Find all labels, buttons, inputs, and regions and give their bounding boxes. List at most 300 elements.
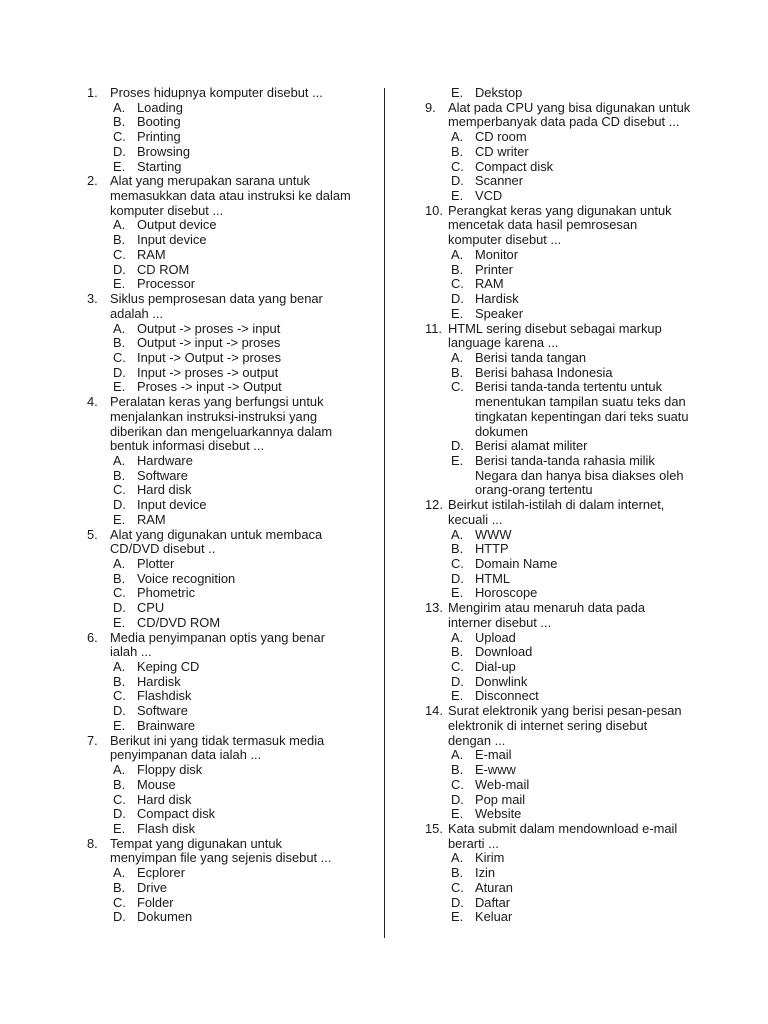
option-text: CD ROM [137, 261, 190, 277]
option-text: WWW [475, 526, 512, 542]
option-letter: A. [451, 850, 464, 866]
answer-option [87, 277, 377, 292]
answer-option [87, 793, 377, 808]
option-text: Hard disk [137, 482, 192, 498]
question-number: 13. [425, 600, 443, 616]
option-letter: C. [113, 585, 126, 601]
option-line [425, 130, 725, 145]
question-text: menjalankan instruksi-instruksi yang [110, 408, 318, 424]
question-text: berarti ... [448, 835, 499, 851]
answer-option [425, 866, 725, 881]
option-text: Dokumen [137, 909, 193, 925]
option-text: Drive [137, 879, 168, 895]
option-line [87, 483, 377, 498]
option-text: Web-mail [475, 776, 530, 792]
option-letter: D. [113, 600, 126, 616]
option-letter: D. [451, 673, 464, 689]
question-text: Mengirim atau menaruh data pada [448, 600, 646, 616]
answer-option [87, 689, 377, 704]
option-letter: D. [113, 909, 126, 925]
option-line [425, 645, 725, 660]
question-item [87, 734, 377, 837]
option-letter: E. [451, 909, 464, 925]
option-text: menentukan tampilan suatu teks dan [475, 394, 686, 410]
question-text: kecuali ... [448, 511, 503, 527]
option-line [87, 469, 377, 484]
option-letter: E. [451, 188, 464, 204]
option-text: E-www [475, 762, 516, 778]
option-letter: E. [451, 305, 464, 321]
question-number: 12. [425, 497, 443, 513]
question-number: 8. [87, 835, 98, 851]
answer-option [425, 645, 725, 660]
option-text: Software [137, 703, 188, 719]
question-item [425, 601, 725, 704]
option-text: orang-orang tertentu [475, 482, 593, 498]
option-letter: E. [113, 379, 126, 395]
answer-option [425, 292, 725, 307]
answer-option [425, 174, 725, 189]
answer-option [425, 380, 725, 439]
option-line [87, 896, 377, 911]
option-letter: B. [113, 232, 126, 248]
question-text: memasukkan data atau instruksi ke dalam [110, 188, 351, 204]
option-line [87, 380, 377, 395]
option-text: Input device [137, 497, 207, 513]
answer-option [87, 866, 377, 881]
option-text: RAM [137, 246, 166, 262]
option-line [425, 248, 725, 263]
option-letter: D. [451, 438, 464, 454]
option-text: HTTP [475, 541, 509, 557]
answer-option [87, 881, 377, 896]
option-text: CPU [137, 600, 165, 616]
option-text: Input -> proses -> output [137, 364, 279, 380]
question-item [87, 528, 377, 631]
option-letter: E. [113, 717, 126, 733]
answer-option [425, 542, 725, 557]
option-letter: A. [451, 246, 464, 262]
option-text: Compact disk [137, 806, 216, 822]
option-letter: C. [451, 158, 464, 174]
answer-option [87, 322, 377, 337]
answer-option [87, 115, 377, 130]
answer-option [87, 557, 377, 572]
option-letter: D. [113, 261, 126, 277]
option-letter: C. [451, 879, 464, 895]
option-line [87, 910, 377, 925]
option-text: Donwlink [475, 673, 528, 689]
answer-option [425, 675, 725, 690]
option-letter: E. [113, 158, 126, 174]
question-text: Berikut ini yang tidak termasuk media [110, 732, 325, 748]
answer-option [87, 145, 377, 160]
answer-option [87, 616, 377, 631]
option-letter: A. [451, 629, 464, 645]
question-text: adalah ... [110, 305, 164, 321]
option-text: Berisi alamat militer [475, 438, 588, 454]
option-line [425, 851, 725, 866]
option-line [87, 866, 377, 881]
answer-option [87, 807, 377, 822]
option-text: Berisi tanda-tanda rahasia milik [475, 452, 655, 468]
option-letter: A. [451, 526, 464, 542]
answer-option [425, 881, 725, 896]
question-number: 10. [425, 202, 443, 218]
answer-option [87, 483, 377, 498]
option-text: Keping CD [137, 659, 200, 675]
option-line [87, 689, 377, 704]
option-line [425, 307, 725, 322]
option-text: Processor [137, 276, 196, 292]
option-letter: D. [113, 364, 126, 380]
option-line [425, 174, 725, 189]
option-letter: B. [113, 335, 126, 351]
option-text: Booting [137, 114, 181, 130]
answer-option [87, 366, 377, 381]
option-letter: C. [451, 659, 464, 675]
answer-option [87, 336, 377, 351]
option-letter: A. [113, 217, 126, 233]
answer-option [425, 351, 725, 366]
option-line [87, 807, 377, 822]
question-text: bentuk informasi disebut ... [110, 438, 265, 454]
option-letter: D. [451, 570, 464, 586]
option-letter: A. [451, 129, 464, 145]
option-text: Horoscope [475, 585, 538, 601]
question-text: ialah ... [110, 644, 152, 660]
option-text: Software [137, 467, 188, 483]
answer-option [87, 263, 377, 278]
question-number: 14. [425, 703, 443, 719]
option-letter: E. [113, 511, 126, 527]
option-line [87, 572, 377, 587]
question-number: 9. [425, 99, 436, 115]
question-line [87, 395, 377, 410]
question-number: 3. [87, 291, 98, 307]
option-text: HTML [475, 570, 511, 586]
answer-option [87, 160, 377, 175]
option-text: Output device [137, 217, 217, 233]
option-line [425, 380, 725, 395]
question-text: komputer disebut ... [110, 202, 224, 218]
question-number: 11. [425, 320, 442, 336]
answer-option [425, 160, 725, 175]
option-letter: B. [451, 644, 464, 660]
option-text: Kirim [475, 850, 505, 866]
question-line [87, 292, 377, 307]
option-letter: C. [451, 276, 464, 292]
option-text: Aturan [475, 879, 513, 895]
option-line [87, 586, 377, 601]
answer-option [425, 130, 725, 145]
question-text: Siklus pemprosesan data yang benar [110, 291, 323, 307]
option-text: Pop mail [475, 791, 526, 807]
option-letter: B. [451, 762, 464, 778]
option-line [87, 145, 377, 160]
option-line [425, 763, 725, 778]
option-letter: D. [113, 497, 126, 513]
answer-option [425, 277, 725, 292]
option-letter: C. [113, 791, 126, 807]
question-item [425, 822, 725, 925]
option-text: E-mail [475, 747, 512, 763]
option-text: Daftar [475, 894, 511, 910]
answer-option [87, 351, 377, 366]
question-line [87, 837, 377, 852]
option-line [425, 292, 725, 307]
option-line [87, 233, 377, 248]
option-text: Floppy disk [137, 762, 203, 778]
option-letter: C. [451, 379, 464, 395]
option-line [87, 263, 377, 278]
option-text: Input -> Output -> proses [137, 349, 282, 365]
answer-option [87, 454, 377, 469]
answer-option [425, 807, 725, 822]
option-letter: A. [113, 865, 126, 881]
option-letter: C. [113, 482, 126, 498]
option-text: CD room [475, 129, 527, 145]
option-line [425, 675, 725, 690]
option-line [87, 778, 377, 793]
question-line [425, 822, 725, 837]
option-line [87, 351, 377, 366]
option-text: Flashdisk [137, 688, 192, 704]
option-text: Folder [137, 894, 174, 910]
option-letter: B. [451, 364, 464, 380]
option-line [425, 793, 725, 808]
option-line [425, 439, 725, 454]
question-item [425, 101, 725, 204]
option-line [425, 263, 725, 278]
option-text: Printing [137, 129, 181, 145]
option-text: CD writer [475, 143, 529, 159]
question-text: dengan ... [448, 732, 506, 748]
answer-option [87, 704, 377, 719]
question-text: language karena ... [448, 335, 559, 351]
question-line [87, 631, 377, 646]
question-number: 1. [87, 85, 98, 100]
option-line [87, 322, 377, 337]
question-number: 2. [87, 173, 98, 189]
carryover-option [425, 86, 725, 101]
option-text: Hardisk [475, 291, 519, 307]
option-letter: E. [451, 585, 464, 601]
option-text: Loading [137, 99, 183, 115]
option-text: Starting [137, 158, 182, 174]
option-line [87, 115, 377, 130]
option-text: Output -> proses -> input [137, 320, 281, 336]
answer-option [87, 572, 377, 587]
option-text: Printer [475, 261, 513, 277]
option-text: Upload [475, 629, 516, 645]
option-line [87, 719, 377, 734]
answer-option [425, 586, 725, 601]
option-letter: D. [451, 894, 464, 910]
option-text: Proses -> input -> Output [137, 379, 282, 395]
option-letter: C. [113, 129, 126, 145]
option-text: Speaker [475, 305, 524, 321]
question-item [87, 174, 377, 292]
option-letter: C. [451, 556, 464, 571]
option-letter: D. [451, 173, 464, 189]
question-text: Tempat yang digunakan untuk [110, 835, 282, 851]
option-text: tingkatan kepentingan dari teks suatu [475, 408, 689, 424]
question-line [87, 174, 377, 189]
left-column [87, 86, 377, 925]
question-item [87, 86, 377, 174]
option-letter: D. [451, 291, 464, 307]
question-text: Alat yang digunakan untuk membaca [110, 526, 323, 542]
answer-option [425, 631, 725, 646]
question-text: Surat elektronik yang berisi pesan-pesan [448, 703, 682, 719]
option-text: Monitor [475, 246, 518, 262]
answer-option [87, 910, 377, 925]
answer-option [87, 498, 377, 513]
answer-option [87, 660, 377, 675]
option-letter: C. [113, 688, 126, 704]
question-item [87, 292, 377, 395]
option-line [87, 513, 377, 528]
question-text: memperbanyak data pada CD disebut ... [448, 114, 680, 130]
option-line [425, 557, 725, 572]
option-letter: B. [113, 570, 126, 586]
question-text: Proses hidupnya komputer disebut ... [110, 85, 323, 100]
option-letter: C. [113, 349, 126, 365]
question-line [87, 734, 377, 749]
answer-option [87, 248, 377, 263]
option-text: Hardisk [137, 673, 181, 689]
answer-option [425, 689, 725, 704]
answer-option [425, 528, 725, 543]
answer-option [425, 793, 725, 808]
option-letter: D. [113, 806, 126, 822]
option-letter: C. [451, 776, 464, 792]
option-line [425, 189, 725, 204]
option-text: Izin [475, 865, 496, 881]
answer-option [425, 454, 725, 498]
option-text: VCD [475, 188, 503, 204]
question-item [87, 395, 377, 527]
question-text: Peralatan keras yang berfungsi untuk [110, 394, 324, 410]
option-line [425, 660, 725, 675]
option-letter: A. [113, 320, 126, 336]
question-number: 6. [87, 629, 98, 645]
option-line [87, 793, 377, 808]
answer-option [425, 660, 725, 675]
question-item [425, 498, 725, 601]
option-letter: E. [451, 806, 464, 822]
option-letter: A. [451, 349, 464, 365]
option-text: Hardware [137, 452, 193, 468]
question-text: HTML sering disebut sebagai markup [448, 320, 662, 336]
option-line [87, 454, 377, 469]
option-line [87, 160, 377, 175]
option-line [425, 910, 725, 925]
option-line [425, 748, 725, 763]
question-item [425, 204, 725, 322]
question-line [425, 101, 725, 116]
option-line [425, 572, 725, 587]
option-letter: E. [113, 614, 126, 630]
question-item [87, 631, 377, 734]
answer-option [87, 675, 377, 690]
question-text: Kata submit dalam mendownload e-mail [448, 820, 678, 836]
option-line [87, 498, 377, 513]
answer-option [425, 763, 725, 778]
option-letter: B. [113, 114, 126, 130]
option-line [87, 336, 377, 351]
question-number: 15. [425, 820, 443, 836]
option-letter: A. [113, 452, 126, 468]
option-letter: D. [451, 791, 464, 807]
option-line [425, 351, 725, 366]
option-text: RAM [475, 276, 504, 292]
option-text: Phometric [137, 585, 196, 601]
option-line [87, 763, 377, 778]
option-line [87, 557, 377, 572]
option-letter: A. [113, 762, 126, 778]
answer-option [425, 896, 725, 911]
option-line [87, 704, 377, 719]
option-letter: E. [451, 85, 464, 100]
option-letter: B. [113, 673, 126, 689]
option-text: Download [475, 644, 533, 660]
option-letter: E. [451, 688, 464, 704]
answer-option [425, 263, 725, 278]
answer-option [425, 189, 725, 204]
option-line [87, 101, 377, 116]
option-letter: B. [113, 879, 126, 895]
option-line [87, 616, 377, 631]
answer-option [425, 778, 725, 793]
question-text: interner disebut ... [448, 614, 552, 630]
option-text: CD/DVD ROM [137, 614, 221, 630]
option-line [425, 807, 725, 822]
option-text: Voice recognition [137, 570, 236, 586]
option-line [87, 218, 377, 233]
question-line [87, 86, 377, 101]
question-text: Beirkut istilah-istilah di dalam internet, [448, 497, 665, 513]
answer-option [425, 557, 725, 572]
answer-option [425, 307, 725, 322]
option-letter: E. [451, 452, 464, 468]
answer-option [87, 763, 377, 778]
right-column [425, 86, 725, 925]
question-line [425, 601, 725, 616]
option-text: Berisi bahasa Indonesia [475, 364, 613, 380]
option-line [425, 145, 725, 160]
option-line [425, 778, 725, 793]
option-text: Disconnect [475, 688, 539, 704]
answer-option [87, 469, 377, 484]
option-letter: C. [113, 246, 126, 262]
option-letter: A. [113, 659, 126, 675]
answer-option [87, 586, 377, 601]
answer-option [87, 719, 377, 734]
answer-option [87, 513, 377, 528]
question-line [425, 322, 725, 337]
column-divider [384, 88, 385, 938]
option-text: Dial-up [475, 659, 516, 675]
option-line [87, 881, 377, 896]
option-text: Keluar [475, 909, 513, 925]
option-line [425, 586, 725, 601]
option-text: Input device [137, 232, 207, 248]
option-letter: E. [113, 820, 126, 836]
answer-option [425, 439, 725, 454]
option-text: Plotter [137, 556, 175, 571]
